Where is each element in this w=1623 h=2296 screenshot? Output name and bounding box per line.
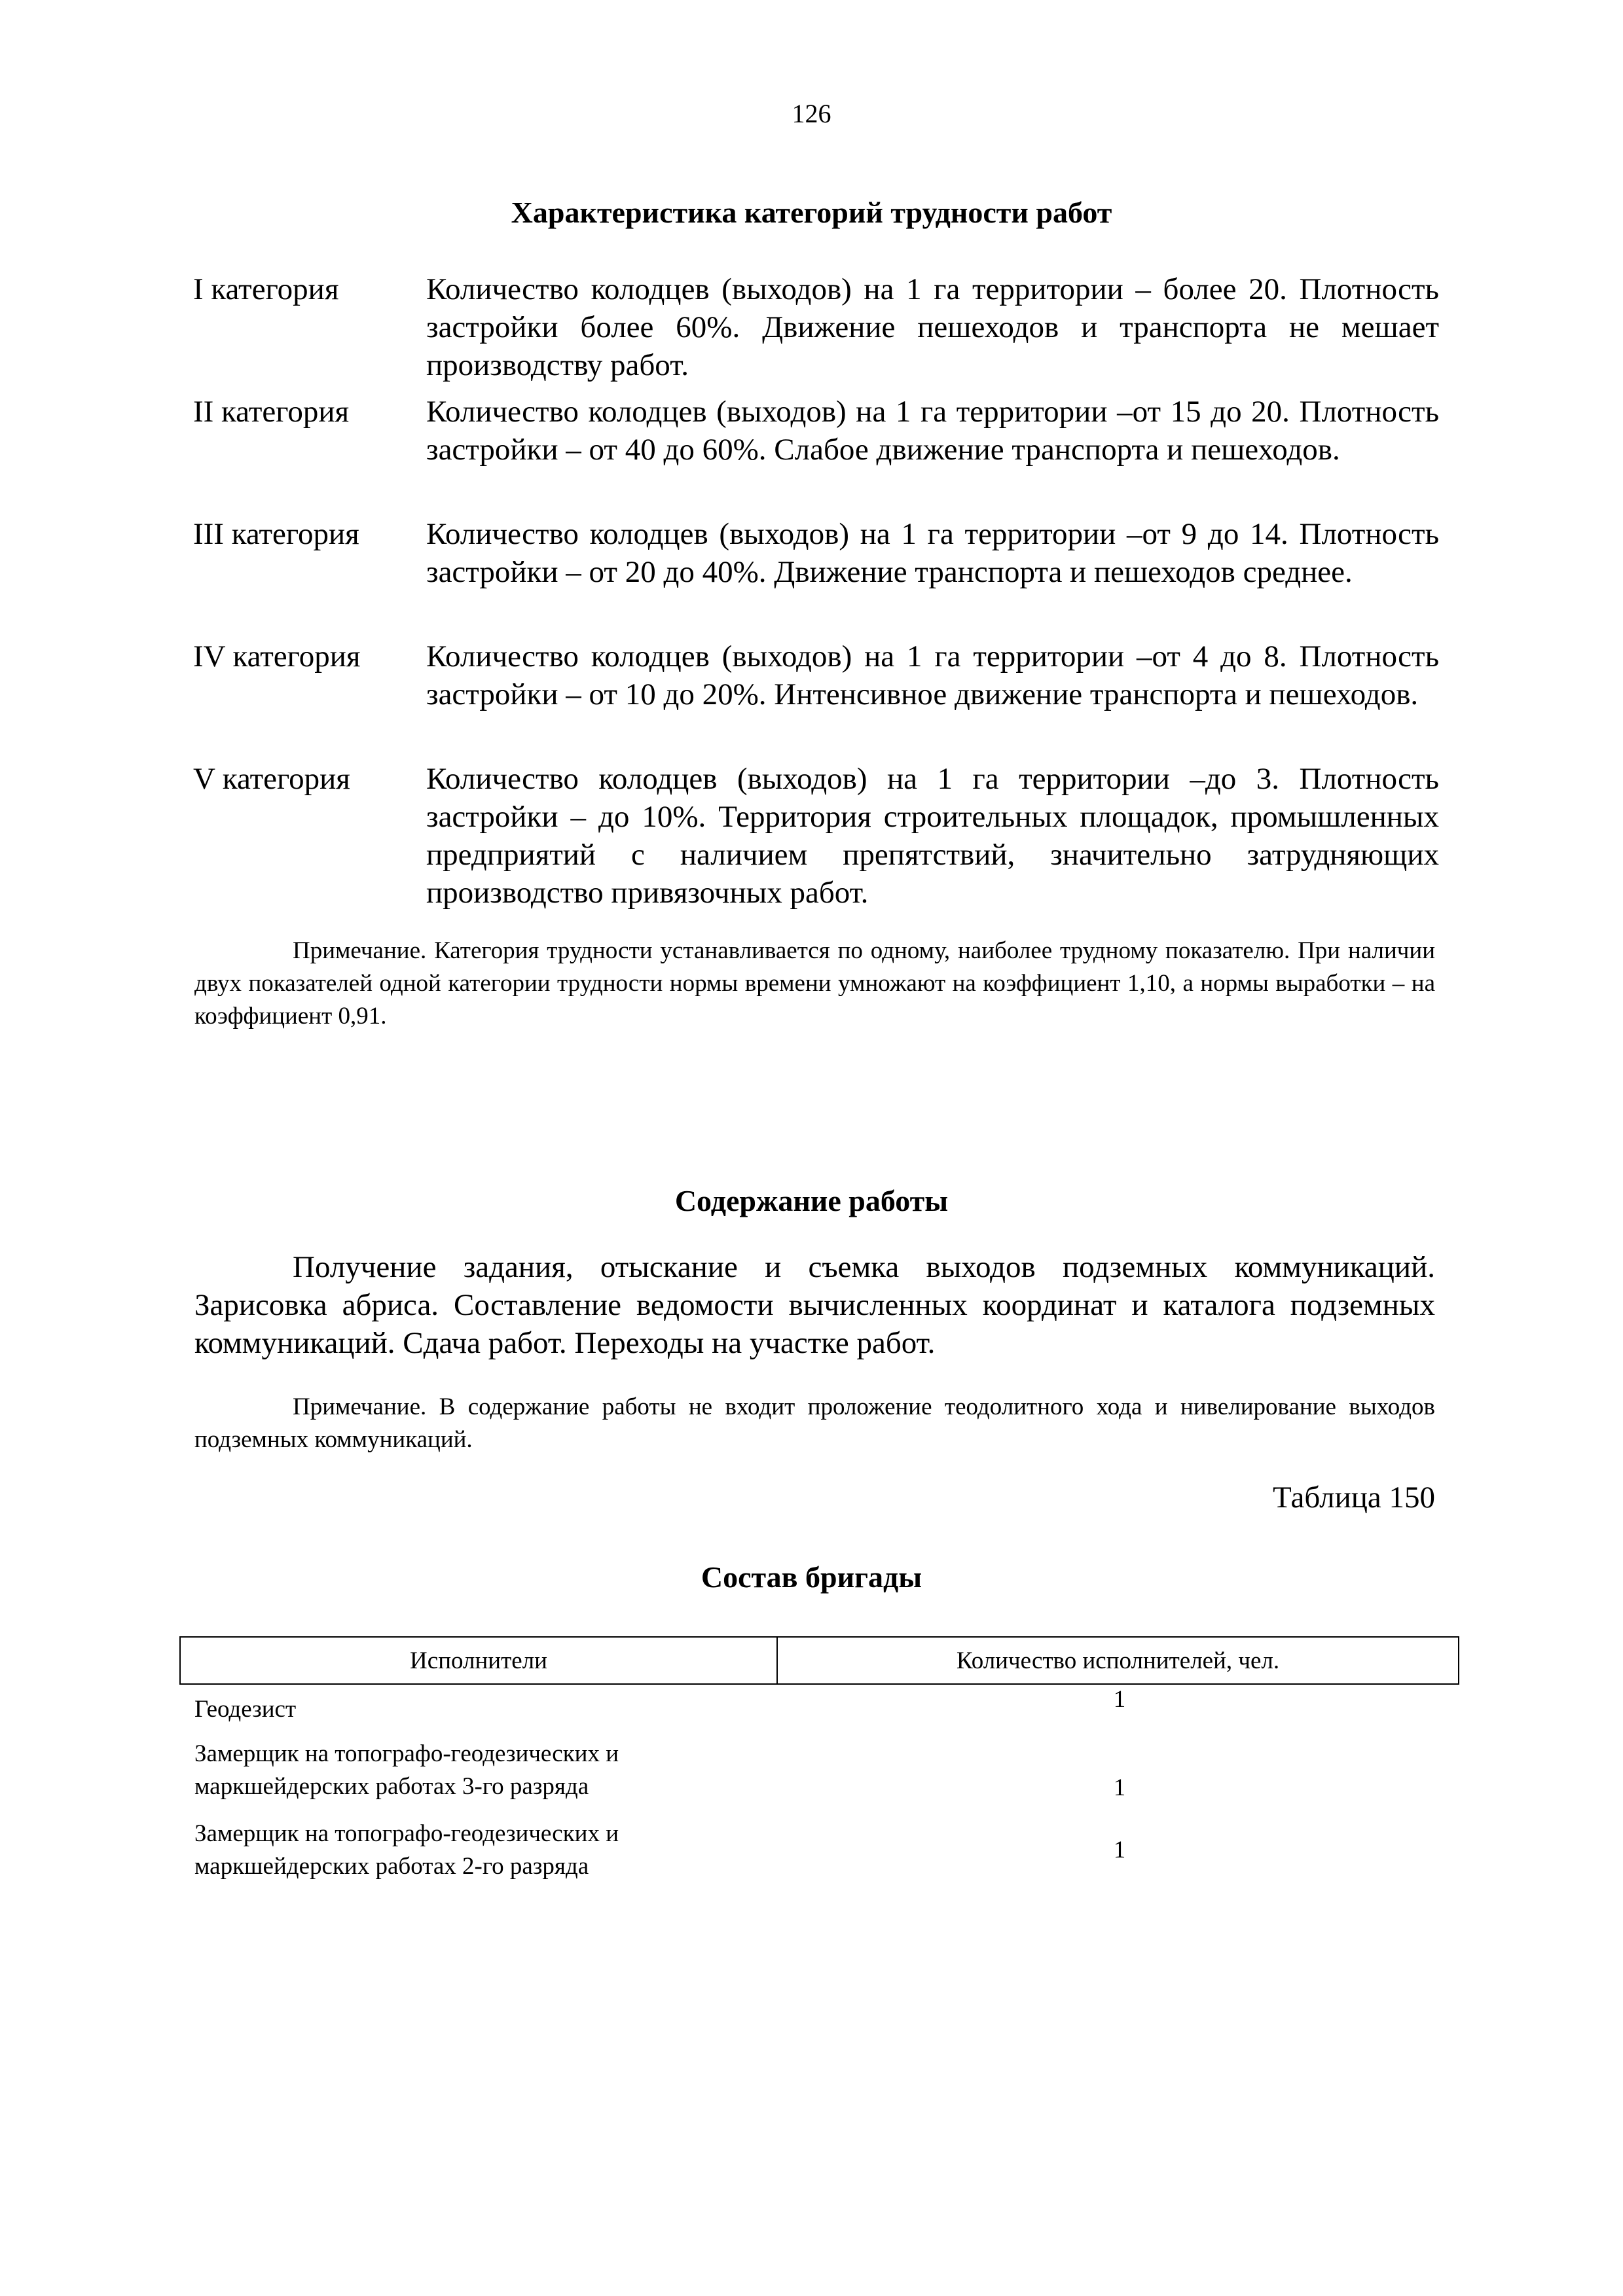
content-heading: Содержание работы <box>674 1184 949 1217</box>
category-text: Количество колодцев (выходов) на 1 га территории –от 9 до 14. Плотность застройки – от 20 до 40%. Движение транспорта и пешеходов среднее. <box>426 517 1439 589</box>
table-number: Таблица 150 <box>1272 1480 1435 1515</box>
header-count: Количество исполнителей, чел. <box>777 1637 1459 1684</box>
category-label: IV категория <box>193 639 361 673</box>
header-performers: Исполнители <box>180 1637 777 1684</box>
table-row-count: 1 <box>1113 1686 1126 1713</box>
category-label: I категория <box>193 272 339 306</box>
brigade-table <box>179 1636 1459 1685</box>
table-row-name: Замерщик на топографо-геодезических и маркшейдерских работах 3-го разряда <box>194 1740 619 1800</box>
page-number: 126 <box>792 99 831 128</box>
category-label: II категория <box>193 395 350 429</box>
brigade-heading: Состав бригады <box>701 1560 922 1594</box>
categories-heading: Характеристика категорий трудности работ <box>511 196 1112 229</box>
table-row-count: 1 <box>1113 1837 1126 1863</box>
content-paragraph: Получение задания, отыскание и съемка выходов подземных коммуникаций. Зарисовка абриса. Составление ведомости вычисленных координат и каталога подземных коммуникаций. Сдача работ. Переходы на участке работ. <box>194 1250 1435 1360</box>
category-label: III категория <box>193 517 359 551</box>
category-text: Количество колодцев (выходов) на 1 га территории –до 3. Плотность застройки – до 10%. Территория строительных площадок, промышленных предприятий с наличием препятствий, значительно затрудняющих производство привязочных работ. <box>426 762 1439 910</box>
table-row-count: 1 <box>1113 1774 1126 1801</box>
category-text: Количество колодцев (выходов) на 1 га территории –от 15 до 20. Плотность застройки – от 40 до 60%. Слабое движение транспорта и пешеходов. <box>426 395 1439 467</box>
table-row-name: Геодезист <box>194 1696 297 1723</box>
category-text: Количество колодцев (выходов) на 1 га территории –от 4 до 8. Плотность застройки – от 10 до 20%. Интенсивное движение транспорта и пешеходов. <box>426 639 1439 711</box>
categories-note: Примечание. Категория трудности устанавливается по одному, наиболее трудному показателю. При наличии двух показателей одной категории трудности нормы времени умножают на коэффициент 1,10, а нормы выработки – на коэффициент 0,91. <box>194 937 1435 1030</box>
category-label: V категория <box>193 762 350 796</box>
category-text: Количество колодцев (выходов) на 1 га территории – более 20. Плотность застройки более 60%. Движение пешеходов и транспорта не мешает производству работ. <box>426 272 1439 382</box>
table-row-name: Замерщик на топографо-геодезических и маркшейдерских работах 2-го разряда <box>194 1820 619 1880</box>
content-note: Примечание. В содержание работы не входит проложение теодолитного хода и нивелирование выходов подземных коммуникаций. <box>194 1393 1435 1453</box>
